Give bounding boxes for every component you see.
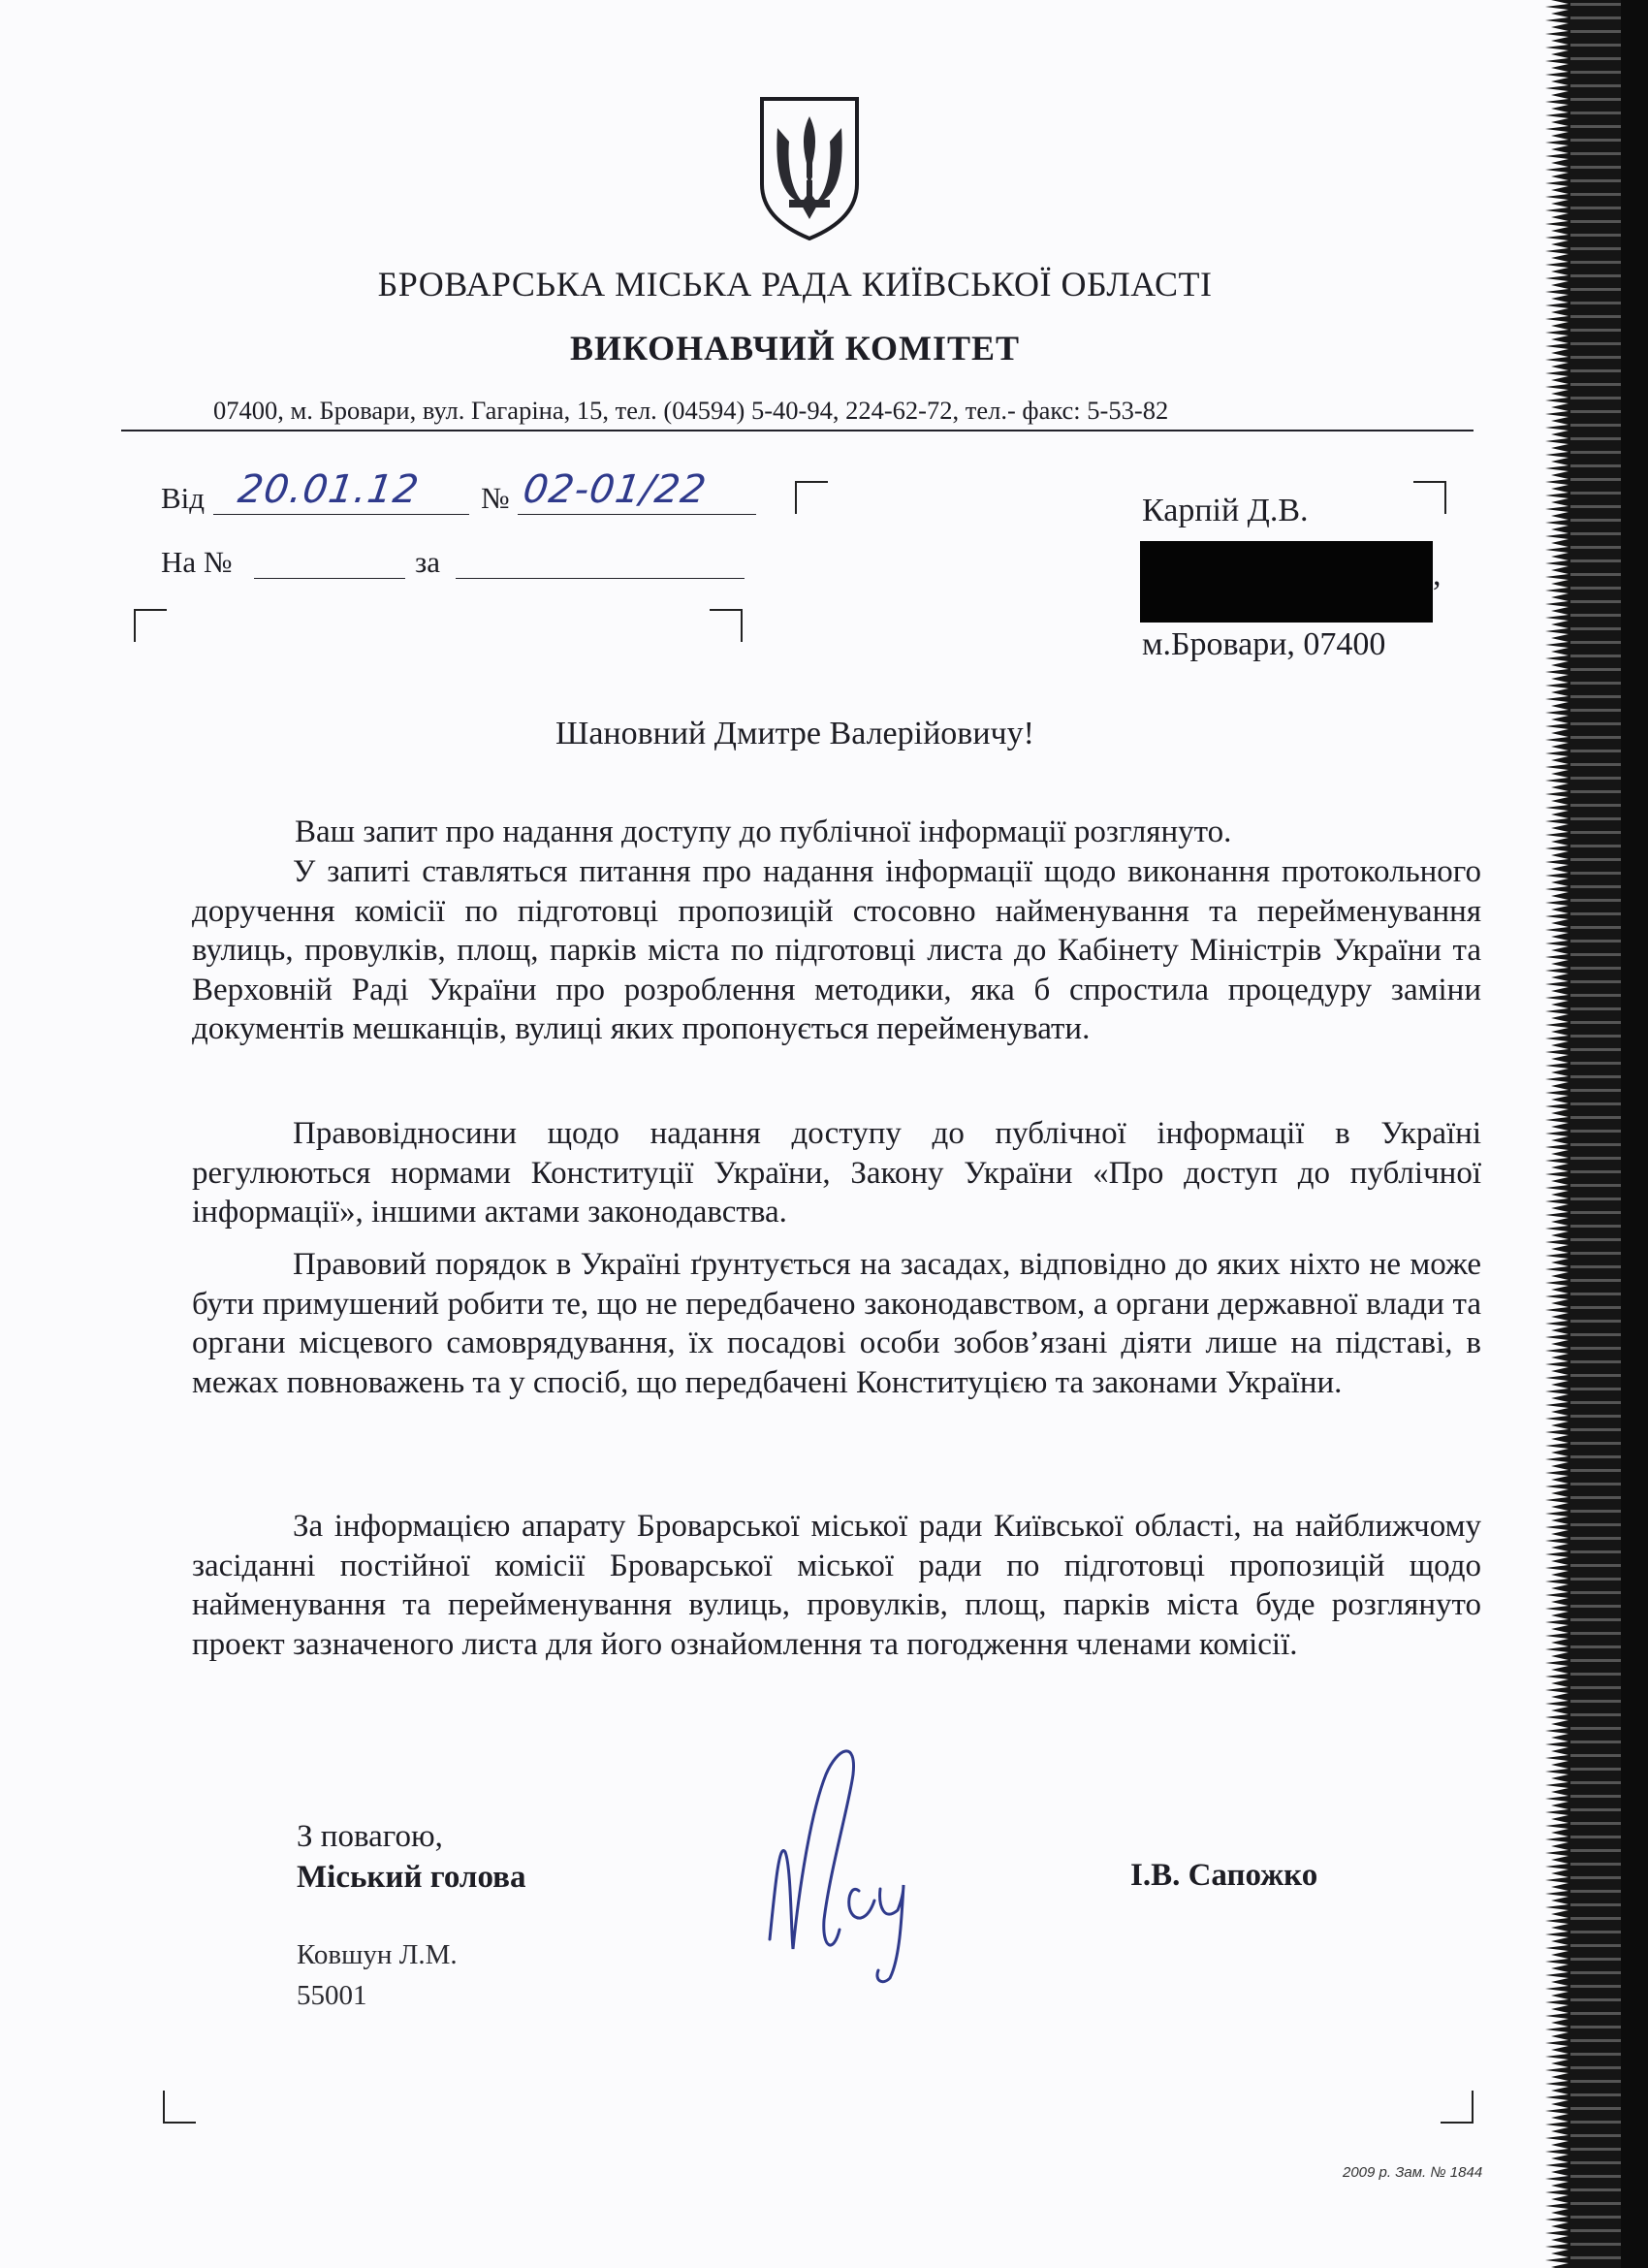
corner-mark bbox=[1413, 481, 1446, 514]
corner-mark bbox=[134, 609, 167, 642]
header-divider bbox=[121, 430, 1474, 431]
signatory-name: І.В. Сапожко bbox=[1130, 1858, 1318, 1893]
corner-mark bbox=[710, 609, 743, 642]
recipient-name: Карпій Д.В. bbox=[1142, 493, 1309, 528]
closing-regards: З повагою, bbox=[297, 1819, 443, 1854]
body-paragraph: Ваш запит про надання доступу до публічної інформації розглянуто. bbox=[295, 815, 1232, 849]
redaction-comma: , bbox=[1433, 557, 1442, 592]
address-line: 07400, м. Бровари, вул. Гагаріна, 15, тел. (04594) 5-40-94, 224-62-72, тел.- факс: 5-53-82 bbox=[213, 396, 1169, 425]
body-paragraph: Правовий порядок в Україні ґрунтується на засадах, відповідно до яких ніхто не може бути примушений робити те, що не передбачено законодавством, а органи державної влади та органи місцевого самоврядування, їх посадові особи зобов’язані діяти лише на підставі, в межах повноважень та у спосіб, що передбачені Конституцією та законами України. bbox=[192, 1247, 1481, 1400]
handwritten-date: 20.01.12 bbox=[235, 467, 423, 512]
from-label: Від bbox=[161, 481, 206, 515]
corner-mark bbox=[1441, 2091, 1474, 2124]
redacted-address bbox=[1140, 541, 1433, 623]
reply-date-label: за bbox=[415, 545, 441, 579]
handwritten-number: 02-01/22 bbox=[520, 467, 710, 512]
executor-name: Ковшун Л.М. bbox=[297, 1939, 458, 1970]
salutation: Шановний Дмитре Валерійовичу! bbox=[555, 716, 1034, 751]
executor-phone: 55001 bbox=[297, 1980, 367, 2011]
number-underline bbox=[518, 514, 756, 515]
body-paragraph: У запиті ставляться питання про надання інформації щодо виконання протокольного доручення комісії по підготовці пропозицій стосовно найменування та перейменування вулиць, провулків, площ, парків міста по підготовці листа до Кабінету Міністрів України та Верховній Раді України про розроблення методики, яка б спростила процедуру заміни документів мешканців, вулиці яких пропонується перейменувати. bbox=[192, 854, 1481, 1046]
organization-name: БРОВАРСЬКА МІСЬКА РАДА КИЇВСЬКОЇ ОБЛАСТІ bbox=[377, 265, 1213, 303]
print-reference: 2009 р. Зам. № 1844 bbox=[1343, 2164, 1483, 2181]
number-label: № bbox=[481, 481, 510, 515]
torn-edge bbox=[1512, 0, 1648, 2268]
handwritten-signature bbox=[766, 1736, 960, 1988]
committee-title: ВИКОНАВЧИЙ КОМІТЕТ bbox=[569, 329, 1021, 367]
body-paragraph: Правовідносини щодо надання доступу до публічної інформації в Україні регулюються нормами Конституції України, Закону України «Про доступ до публічної інформації», іншими актами законодавства. bbox=[192, 1116, 1481, 1230]
corner-mark bbox=[795, 481, 828, 514]
date-underline bbox=[213, 514, 469, 515]
ukraine-trident-emblem-icon bbox=[756, 95, 863, 242]
reply-number-underline bbox=[254, 578, 405, 579]
body-paragraph: За інформацією апарату Броварської міської ради Київської області, на найближчому засіданні постійної комісії Броварської міської ради по підготовці пропозицій щодо найменування та перейменування вулиць, провулків, площ, парків міста буде розглянуто проект зазначеного листа для його ознайомлення та погодження членами комісії. bbox=[192, 1509, 1481, 1662]
corner-mark bbox=[163, 2091, 196, 2124]
reply-date-underline bbox=[456, 578, 745, 579]
signatory-position: Міський голова bbox=[297, 1860, 526, 1895]
reply-to-label: На № bbox=[161, 545, 233, 579]
recipient-city: м.Бровари, 07400 bbox=[1142, 626, 1386, 662]
